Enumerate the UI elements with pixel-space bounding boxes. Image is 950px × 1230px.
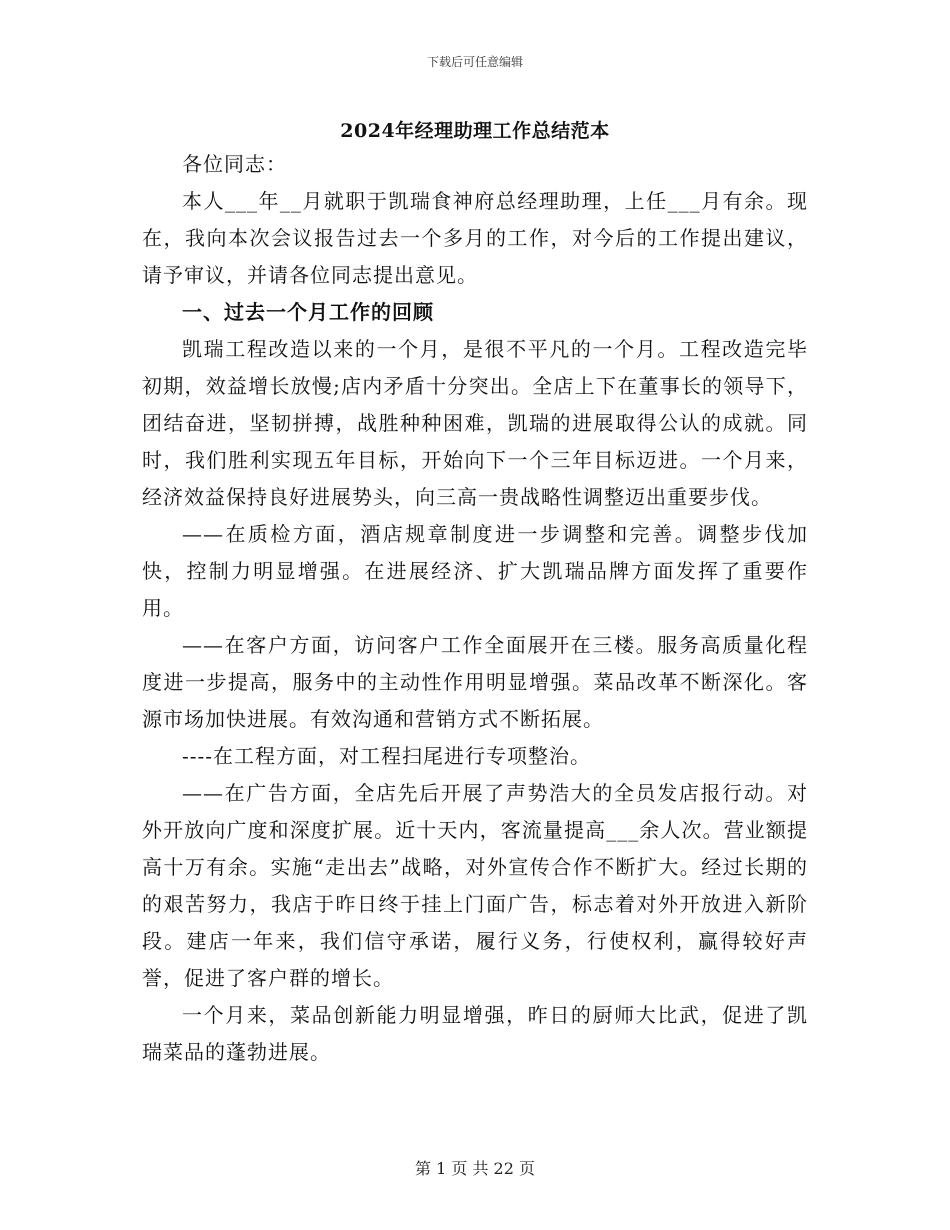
document-title: 2024年经理助理工作总结范本 [340, 120, 610, 142]
section-heading: 一、过去一个月工作的回顾 [182, 300, 434, 324]
greeting-paragraph: 各位同志： [182, 152, 287, 176]
quality-paragraph: ——在质检方面，酒店规章制度进一步调整和完善。调整步伐加快，控制力明显增强。在进展经济、扩大凯瑞品牌方面发挥了重要作用。 [142, 522, 808, 620]
review-paragraph: 凯瑞工程改造以来的一个月，是很不平凡的一个月。工程改造完毕初期，效益增长放慢;店内矛盾十分突出。全店上下在董事长的领导下，团结奋进，坚韧拼搏，战胜种种困难，凯瑞的进展取得公认的成就。同时，我们胜利实现五年目标，开始向下一个三年目标迈进。一个月来，经济效益保持良好进展势头，向三高一贵战略性调整迈出重要步伐。 [142, 337, 808, 509]
engineering-paragraph: ----在工程方面，对工程扫尾进行专项整治。 [182, 744, 592, 768]
customer-paragraph: ——在客户方面，访问客户工作全面展开在三楼。服务高质量化程度进一步提高，服务中的主动性作用明显增强。菜品改革不断深化。客源市场加快进展。有效沟通和营销方式不断拓展。 [142, 633, 808, 731]
document-body [142, 146, 808, 1071]
page-header-note: 下载后可任意编辑 [426, 55, 523, 69]
advertising-paragraph: ——在广告方面，全店先后开展了声势浩大的全员发店报行动。对外开放向广度和深度扩展。近十天内，客流量提高___余人次。营业额提高十万有余。实施“走出去”战略，对外宣传合作不断扩大。经过长期的的艰苦努力，我店于昨日终于挂上门面广告，标志着对外开放进入新阶段。建店一年来，我们信守承诺，履行义务，行使权利，赢得较好声誉，促进了客户群的增长。 [142, 781, 808, 990]
page-number: 第 1 页 共 22 页 [415, 1159, 535, 1178]
intro-paragraph: 本人___年__月就职于凯瑞食神府总经理助理，上任___月有余。现在，我向本次会议报告过去一个多月的工作，对今后的工作提出建议，请予审议，并请各位同志提出意见。 [142, 189, 808, 287]
dishes-paragraph: 一个月来，菜品创新能力明显增强，昨日的厨师大比武，促进了凯瑞菜品的蓬勃进展。 [142, 1003, 808, 1064]
